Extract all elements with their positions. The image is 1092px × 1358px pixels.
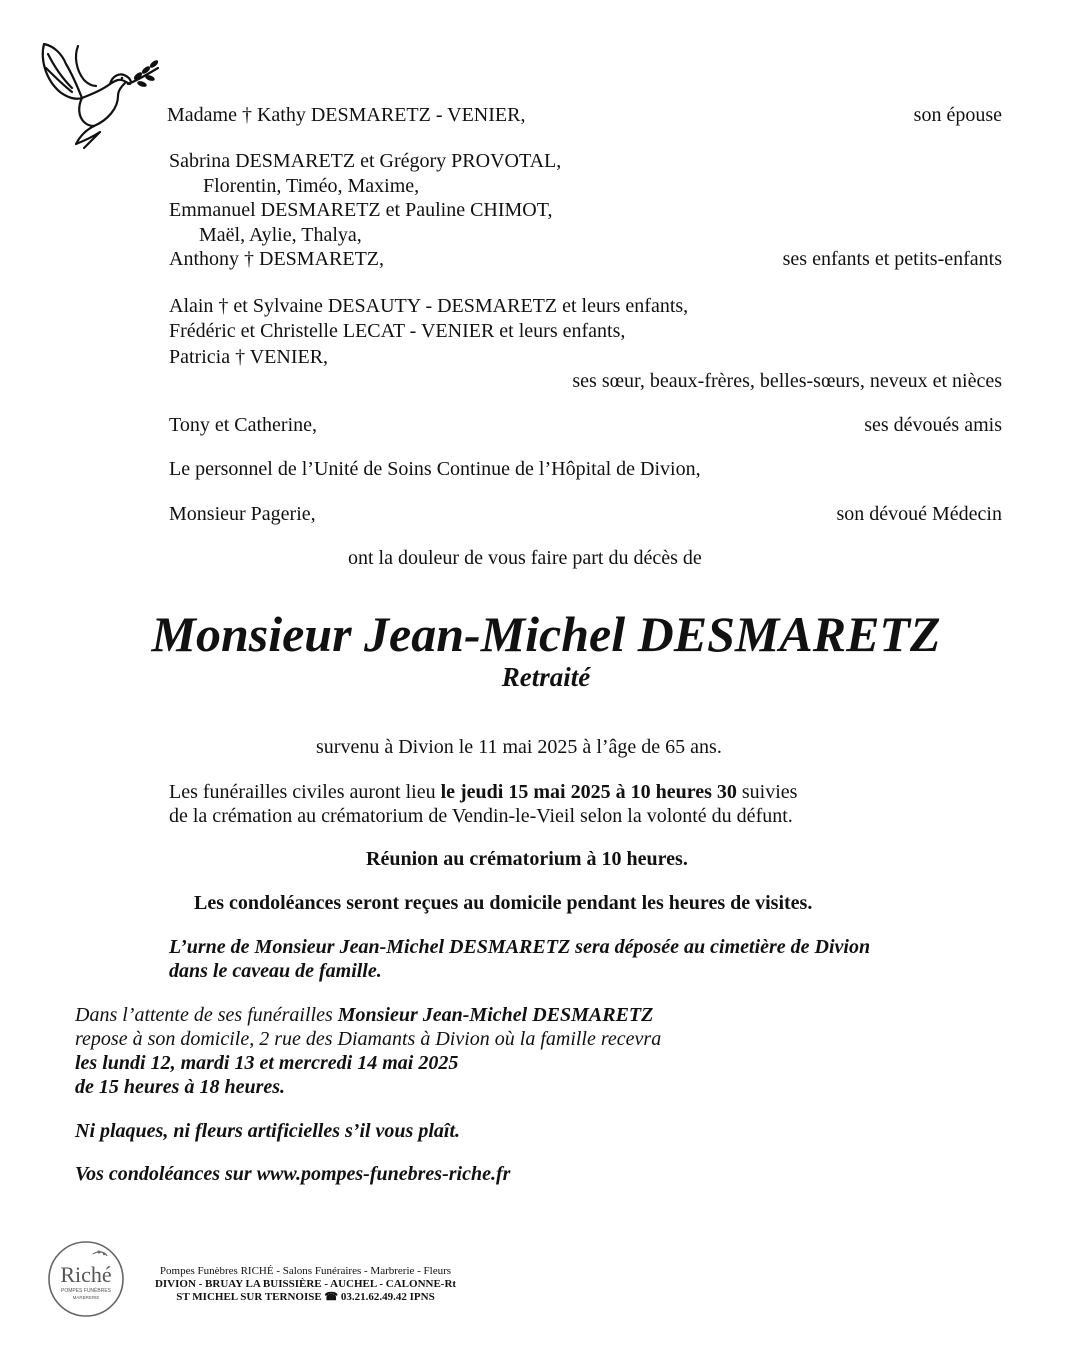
friends-name: Tony et Catherine, <box>169 414 317 436</box>
doctor-name: Monsieur Pagerie, <box>169 503 316 525</box>
doctor-relation: son dévoué Médecin <box>836 503 1002 525</box>
funeral-line-1-pre: Les funérailles civiles auront lieu <box>169 781 441 803</box>
funeral-line-1-post: suivies <box>736 781 798 803</box>
footer-line-3: ST MICHEL SUR TERNOISE ☎ 03.21.62.49.42 IPNS <box>176 1291 435 1303</box>
friends-relation: ses dévoués amis <box>864 414 1002 436</box>
death-info: survenu à Divion le 11 mai 2025 à l’âge de 65 ans. <box>316 736 722 758</box>
funeral-date: le jeudi 15 mai 2025 à 10 heures 30 <box>440 781 737 803</box>
logo-sub-1: POMPES FUNÈBRES <box>60 1288 112 1294</box>
footer-line-2: DIVION - BRUAY LA BUISSIÈRE - AUCHEL - CALONNE-Rt <box>154 1278 457 1290</box>
rest-line-2: repose à son domicile, 2 rue des Diamants à Divion où la famille recevra <box>75 1028 662 1050</box>
announcement: ont la douleur de vous faire part du décès de <box>348 547 702 569</box>
sibling-line-2: Frédéric et Christelle LECAT - VENIER et leurs enfants, <box>169 320 626 342</box>
crematorium-meeting: Réunion au crématorium à 10 heures. <box>366 848 688 870</box>
child-line-1: Sabrina DESMARETZ et Grégory PROVOTAL, <box>169 150 562 172</box>
sibling-line-3: Patricia † VENIER, <box>169 346 329 368</box>
child-line-2: Emmanuel DESMARETZ et Pauline CHIMOT, <box>169 199 553 221</box>
spouse-relation: son épouse <box>913 104 1002 126</box>
rest-line-1 <box>75 1003 653 1027</box>
footer-line-1: Pompes Funèbres RICHÉ - Salons Funéraires - Marbrerie - Fleurs <box>159 1265 452 1277</box>
funeral-line-1 <box>169 780 797 804</box>
logo-text: Riché <box>60 1262 112 1287</box>
sibling-line-1: Alain † et Sylvaine DESAUTY - DESMARETZ et leurs enfants, <box>169 295 689 317</box>
no-flowers-notice: Ni plaques, ni fleurs artificielles s’il vous plaît. <box>75 1120 461 1142</box>
child-line-3: Anthony † DESMARETZ, <box>169 248 384 270</box>
rest-line-1-pre: Dans l’attente de ses funérailles <box>75 1004 338 1026</box>
hospital-staff: Le personnel de l’Unité de Soins Continue de l’Hôpital de Divion, <box>169 458 701 480</box>
logo-sub-2: MARBRERIE <box>72 1295 100 1300</box>
grandchildren-line-1: Florentin, Timéo, Maxime, <box>203 175 420 197</box>
condolences-home: Les condoléances seront reçues au domicile pendant les heures de visites. <box>194 892 813 914</box>
deceased-title: Retraité <box>501 662 591 692</box>
riche-logo <box>47 1240 125 1318</box>
grandchildren-line-2: Maël, Aylie, Thalya, <box>199 224 362 246</box>
rest-deceased-name: Monsieur Jean-Michel DESMARETZ <box>337 1004 654 1026</box>
visit-hours: de 15 heures à 18 heures. <box>75 1076 286 1098</box>
urn-line-1: L’urne de Monsieur Jean-Michel DESMARETZ sera déposée au cimetière de Divion <box>169 936 871 958</box>
visit-days: les lundi 12, mardi 13 et mercredi 14 mai 2025 <box>75 1052 459 1074</box>
children-relation: ses enfants et petits-enfants <box>782 248 1002 270</box>
siblings-relation: ses sœur, beaux-frères, belles-sœurs, neveux et nièces <box>572 370 1002 392</box>
deceased-name: Monsieur Jean-Michel DESMARETZ <box>151 606 941 662</box>
spouse-name: Madame † Kathy DESMARETZ - VENIER, <box>167 104 526 126</box>
dove-icon <box>38 40 163 150</box>
urn-line-2: dans le caveau de famille. <box>169 960 382 982</box>
online-condolences: Vos condoléances sur www.pompes-funebres-riche.fr <box>75 1163 511 1185</box>
funeral-line-2: de la crémation au crématorium de Vendin-le-Vieil selon la volonté du défunt. <box>169 805 793 827</box>
